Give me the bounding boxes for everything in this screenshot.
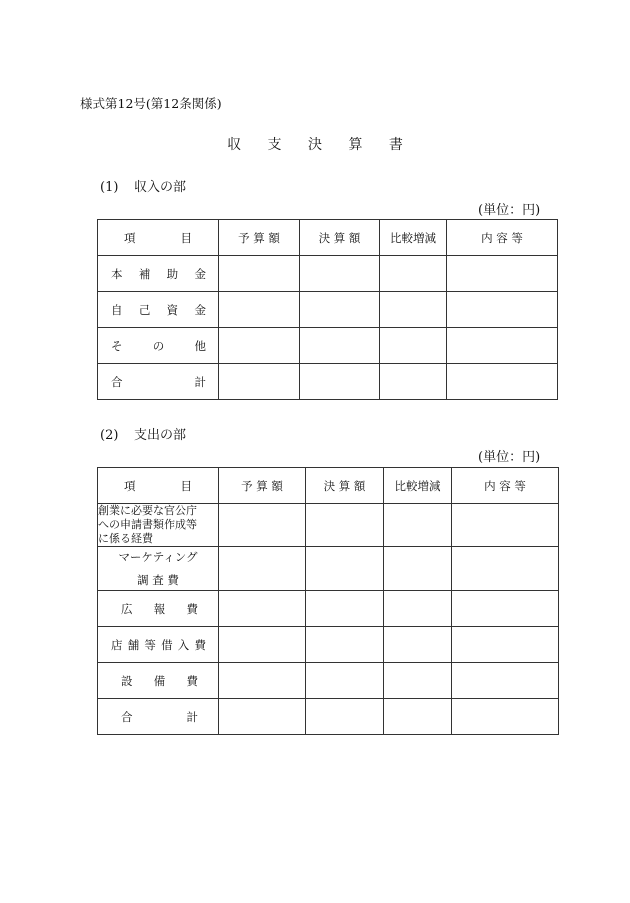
income-details-cell[interactable] [447,292,558,328]
expense-section-number: (2) [100,428,119,443]
expense-row-equipment [98,663,559,699]
expense-settlement-cell[interactable] [306,504,384,547]
expense-row-advertising [98,591,559,627]
income-budget-cell[interactable] [219,256,300,292]
expense-row-marketing [98,547,559,591]
income-details-cell[interactable] [447,364,558,400]
income-comparison-cell[interactable] [380,292,447,328]
income-settlement-cell[interactable] [300,292,380,328]
expense-details-cell[interactable] [452,547,559,591]
income-section-title: 収入の部 [134,180,187,195]
expense-details-cell[interactable] [452,504,559,547]
expense-comparison-cell[interactable] [384,663,452,699]
income-settlement-cell[interactable] [300,328,380,364]
expense-details-cell[interactable] [452,627,559,663]
expense-header-row [98,468,559,504]
expense-comparison-cell[interactable] [384,627,452,663]
income-header-budget: 予 算 額 [219,220,300,256]
income-comparison-cell[interactable] [380,328,447,364]
expense-item-application-costs: 創業に必要な官公庁 への申請書類作成等 に係る経費 [98,504,219,547]
income-details-cell[interactable] [447,328,558,364]
expense-budget-cell[interactable] [219,504,306,547]
income-header-item: 項 目 [98,220,219,256]
income-row-total [98,364,558,400]
expense-budget-cell[interactable] [219,547,306,591]
expense-budget-cell[interactable] [219,699,306,735]
expense-table [97,467,559,735]
expense-item-marketing [98,547,219,591]
expense-budget-cell[interactable] [219,591,306,627]
income-budget-cell[interactable] [219,364,300,400]
expense-budget-cell[interactable] [219,627,306,663]
income-table [97,219,558,400]
expense-item-marketing-line1: マーケティング [118,550,198,564]
income-row-other [98,328,558,364]
expense-header-item: 項 目 [98,468,219,504]
expense-unit-label: (単位：円) [478,450,541,465]
income-header-settlement: 決 算 額 [300,220,380,256]
expense-item-store-rent: 店 舗 等 借 入 費 [98,627,219,663]
expense-details-cell[interactable] [452,699,559,735]
income-item-subsidy: 本 補 助 金 [98,256,219,292]
income-row-own-funds [98,292,558,328]
expense-details-cell[interactable] [452,663,559,699]
income-budget-cell[interactable] [219,328,300,364]
expense-header-settlement: 決 算 額 [306,468,384,504]
income-details-cell[interactable] [447,256,558,292]
expense-item-advertising: 広 報 費 [98,591,219,627]
income-item-own-funds: 自 己 資 金 [98,292,219,328]
expense-item-equipment: 設 備 費 [98,663,219,699]
income-settlement-cell[interactable] [300,364,380,400]
expense-settlement-cell[interactable] [306,663,384,699]
income-header-details: 内 容 等 [447,220,558,256]
income-comparison-cell[interactable] [380,256,447,292]
income-budget-cell[interactable] [219,292,300,328]
expense-item-marketing-line2: 調 査 費 [137,573,179,587]
income-section-heading [100,180,186,196]
expense-settlement-cell[interactable] [306,699,384,735]
income-comparison-cell[interactable] [380,364,447,400]
income-section-number: (1) [100,180,119,195]
expense-header-details: 内 容 等 [452,468,559,504]
expense-row-total [98,699,559,735]
expense-budget-cell[interactable] [219,663,306,699]
expense-details-cell[interactable] [452,591,559,627]
expense-comparison-cell[interactable] [384,699,452,735]
income-header-comparison: 比較増減 [380,220,447,256]
expense-section-heading [100,428,186,444]
expense-comparison-cell[interactable] [384,591,452,627]
expense-comparison-cell[interactable] [384,504,452,547]
expense-section-title: 支出の部 [134,428,187,443]
document-title: 収 支 決 算 書 [227,137,414,153]
form-number: 様式第12号(第12条関係) [80,96,222,111]
expense-row-application-costs [98,504,559,547]
expense-comparison-cell[interactable] [384,547,452,591]
income-settlement-cell[interactable] [300,256,380,292]
expense-header-comparison: 比較増減 [384,468,452,504]
income-row-subsidy [98,256,558,292]
expense-settlement-cell[interactable] [306,547,384,591]
expense-item-total: 合 計 [98,699,219,735]
expense-header-budget: 予 算 額 [219,468,306,504]
expense-settlement-cell[interactable] [306,627,384,663]
expense-row-store-rent [98,627,559,663]
income-header-row [98,220,558,256]
income-item-total: 合 計 [98,364,219,400]
income-unit-label: (単位：円) [478,203,541,218]
expense-settlement-cell[interactable] [306,591,384,627]
income-item-other: そ の 他 [98,328,219,364]
